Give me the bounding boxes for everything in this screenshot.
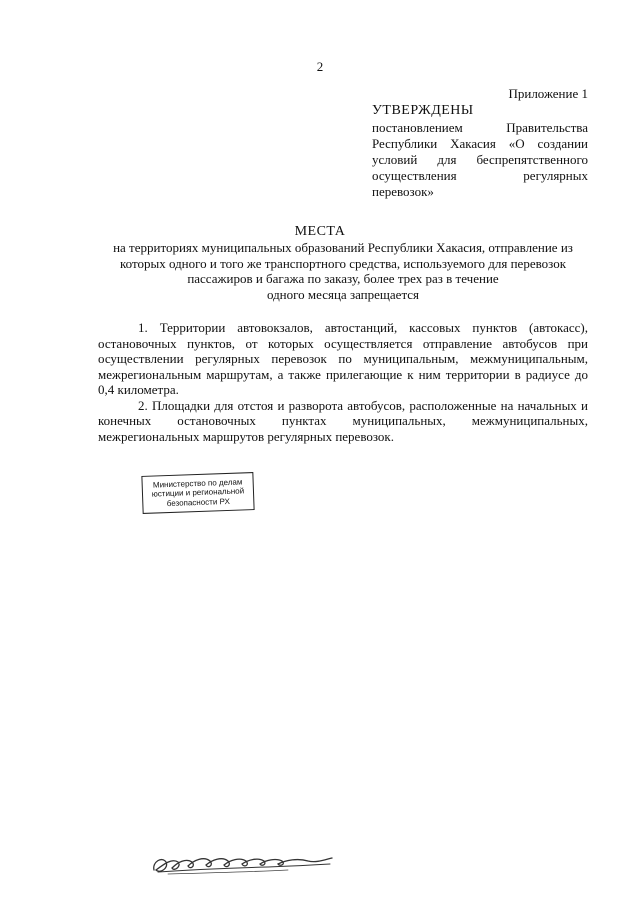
subtitle-line: на территориях муниципальных образований Республики Хакасия, отправление из bbox=[113, 240, 573, 255]
stamp-line: Министерство по делам bbox=[152, 477, 243, 490]
approval-block bbox=[372, 103, 588, 200]
handwritten-signature bbox=[148, 848, 338, 878]
approval-heading: УТВЕРЖДЕНЫ bbox=[372, 103, 474, 118]
registration-stamp bbox=[141, 472, 254, 514]
page-number: 2 bbox=[316, 59, 324, 74]
subtitle-line: которых одного и того же транспортного средства, используемого для перевозок bbox=[119, 255, 567, 271]
stamp-line: юстиции и региональной bbox=[151, 486, 245, 499]
appendix-label: Приложение 1 bbox=[508, 86, 588, 101]
subtitle-line: одного месяца запрещается bbox=[266, 286, 420, 302]
stamp-text bbox=[151, 477, 244, 509]
document-title: МЕСТА bbox=[294, 224, 346, 239]
stamp-line: безопасности РХ bbox=[166, 496, 231, 508]
subtitle-line: пассажиров и багажа по заказу, более трех раз в течение bbox=[187, 271, 499, 286]
document-body bbox=[98, 320, 588, 444]
approval-text: постановлением Правительства Республики Хакасия «О создании условий для беспрепятственного осуществления регулярных перевозок» bbox=[372, 120, 588, 199]
document-subtitle bbox=[98, 240, 588, 302]
paragraph-1: 1. Территории автовокзалов, автостанций, кассовых пунктов (автокасс), остановочных пунктов, от которых осуществляется отправление автобусов при осуществлении регулярных перевозок по муниципальным, межмуниципальным, межрегиональным маршрутам, а также прилегающие к ним территории в радиусе до 0,4 километра. bbox=[98, 320, 588, 397]
paragraph-2: 2. Площадки для отстоя и разворота автобусов, расположенные на начальных и конечных остановочных пунктах муниципальных, межмуниципальных, межрегиональных маршрутов регулярных перевозок. bbox=[98, 397, 588, 444]
